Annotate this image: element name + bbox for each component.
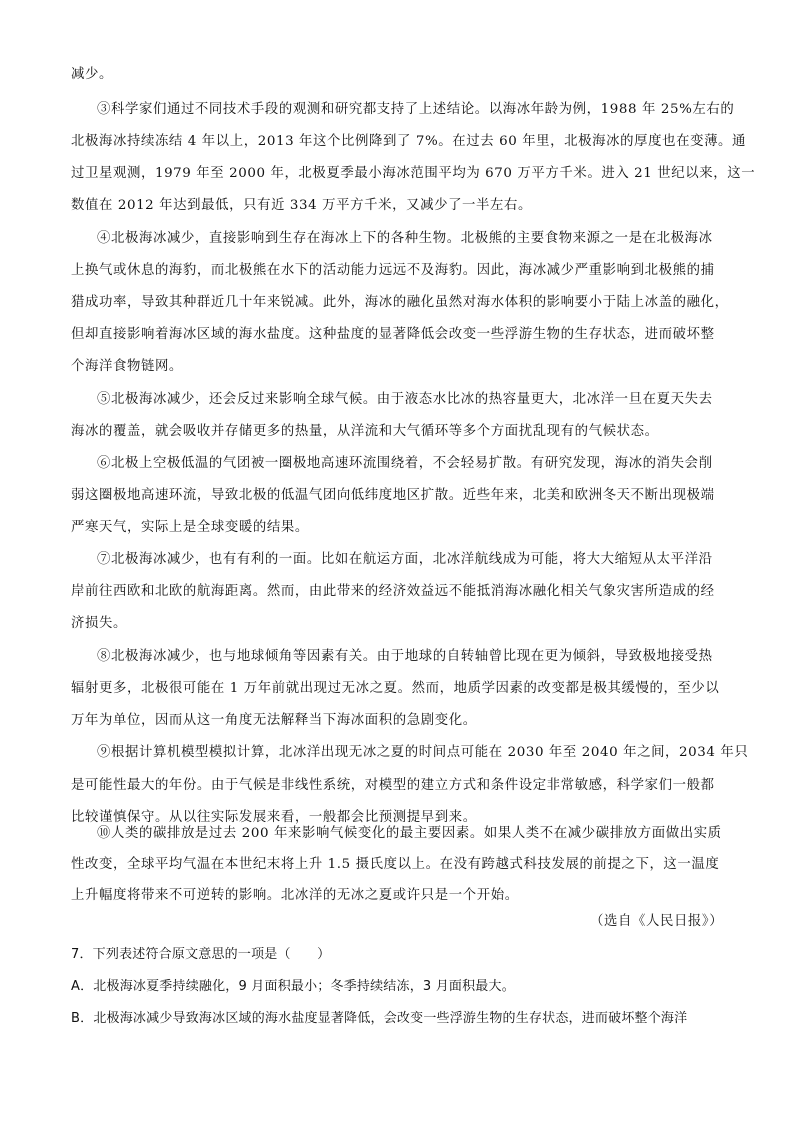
option-a[interactable]: A．北极海冰夏季持续融化，9 月面积最小；冬季持续结冻，3 月面积最大。 [71,979,515,994]
paragraph-10-line-1: ⑩人类的碳排放是过去 200 年来影响气候变化的最主要因素。如果人类不在减少碳排放方面做出实质 [97,826,722,841]
article-source: （选自《人民日报》） [590,914,724,929]
paragraph-4-line-4: 但却直接影响着海冰区域的海水盐度。这种盐度的显著降低会改变一些浮游生物的生存状态，进而破坏整 [71,327,715,342]
option-b[interactable]: B．北极海冰减少导致海冰区域的海水盐度显著降低，会改变一些浮游生物的生存状态，进而破坏整个海洋 [71,1011,688,1026]
paragraph-9-line-3: 比较谨慎保守。从以往实际发展来看，一般都会比预测提早到来。 [71,810,477,825]
paragraph-10-line-3: 上升幅度将带来不可逆转的影响。北冰洋的无冰之夏或许只是一个开始。 [71,888,519,903]
paragraph-9-line-1: ⑨根据计算机模型模拟计算，北冰洋出现无冰之夏的时间点可能在 2030 年至 2040 年之间，2034 年只 [97,745,749,760]
paragraph-line: 减少。 [71,67,113,82]
paragraph-4-line-5: 个海洋食物链网。 [71,359,183,374]
paragraph-7-line-1: ⑦北极海冰减少，也有有利的一面。比如在航运方面，北冰洋航线成为可能，将大大缩短从太平洋沿 [97,552,713,567]
paragraph-3-line-1: ③科学家们通过不同技术手段的观测和研究都支持了上述结论。以海冰年龄为例，1988 年 25%左右的 [97,102,735,117]
question-stem: 7．下列表述符合原文意思的一项是（ ） [71,947,331,962]
paragraph-7-line-3: 济损失。 [71,616,127,631]
paragraph-8-line-3: 万年为单位，因而从这一角度无法解释当下海冰面积的急剧变化。 [71,713,477,728]
paragraph-8-line-2: 辐射更多，北极很可能在 1 万年前就出现过无冰之夏。然而，地质学因素的改变都是极其缓慢的，至少以 [71,681,720,696]
paragraph-6-line-3: 严寒天气，实际上是全球变暖的结果。 [71,520,309,535]
paragraph-5-line-1: ⑤北极海冰减少，还会反过来影响全球气候。由于液态水比冰的热容量更大，北冰洋一旦在夏天失去 [97,392,713,407]
paragraph-10-line-2: 性改变，全球平均气温在本世纪末将上升 1.5 摄氏度以上。在没有跨越式科技发展的前提之下，这一温度 [71,857,720,872]
paragraph-5-line-2: 海冰的覆盖，就会吸收并存储更多的热量，从洋流和大气循环等多个方面扰乱现有的气候状态。 [71,424,659,439]
paragraph-6-line-1: ⑥北极上空极低温的气团被一圈极地高速环流围绕着，不会轻易扩散。有研究发现，海冰的消失会削 [97,456,713,471]
paragraph-7-line-2: 岸前往西欧和北欧的航海距离。然而，由此带来的经济效益远不能抵消海冰融化相关气象灾害所造成的经 [71,584,715,599]
paragraph-4-line-2: 上换气或休息的海豹，而北极熊在水下的活动能力远远不及海豹。因此，海冰减少严重影响到北极熊的捕 [71,263,715,278]
paragraph-4-line-1: ④北极海冰减少，直接影响到生存在海冰上下的各种生物。北极熊的主要食物来源之一是在北极海冰 [97,231,713,246]
paragraph-3-line-2: 北极海冰持续冻结 4 年以上，2013 年这个比例降到了 7%。在过去 60 年里，北极海冰的厚度也在变薄。通 [71,134,747,149]
paragraph-6-line-2: 弱这圈极地高速环流，导致北极的低温气团向低纬度地区扩散。近些年来，北美和欧洲冬天不断出现极端 [71,488,715,503]
paragraph-4-line-3: 猎成功率，导致其种群近几十年来锐减。此外，海冰的融化虽然对海水体积的影响要小于陆上冰盖的融化， [71,295,729,310]
paragraph-8-line-1: ⑧北极海冰减少，也与地球倾角等因素有关。由于地球的自转轴曾比现在更为倾斜，导致极地接受热 [97,649,713,664]
paragraph-3-line-3: 过卫星观测，1979 年至 2000 年，北极夏季最小海冰范围平均为 670 万平方千米。进入 21 世纪以来，这一 [71,166,756,181]
paragraph-9-line-2: 是可能性最大的年份。由于气候是非线性系统，对模型的建立方式和条件设定非常敏感，科学家们一般都 [71,778,715,793]
paragraph-3-line-4: 数值在 2012 年达到最低，只有近 334 万平方千米，又减少了一半左右。 [71,198,533,213]
